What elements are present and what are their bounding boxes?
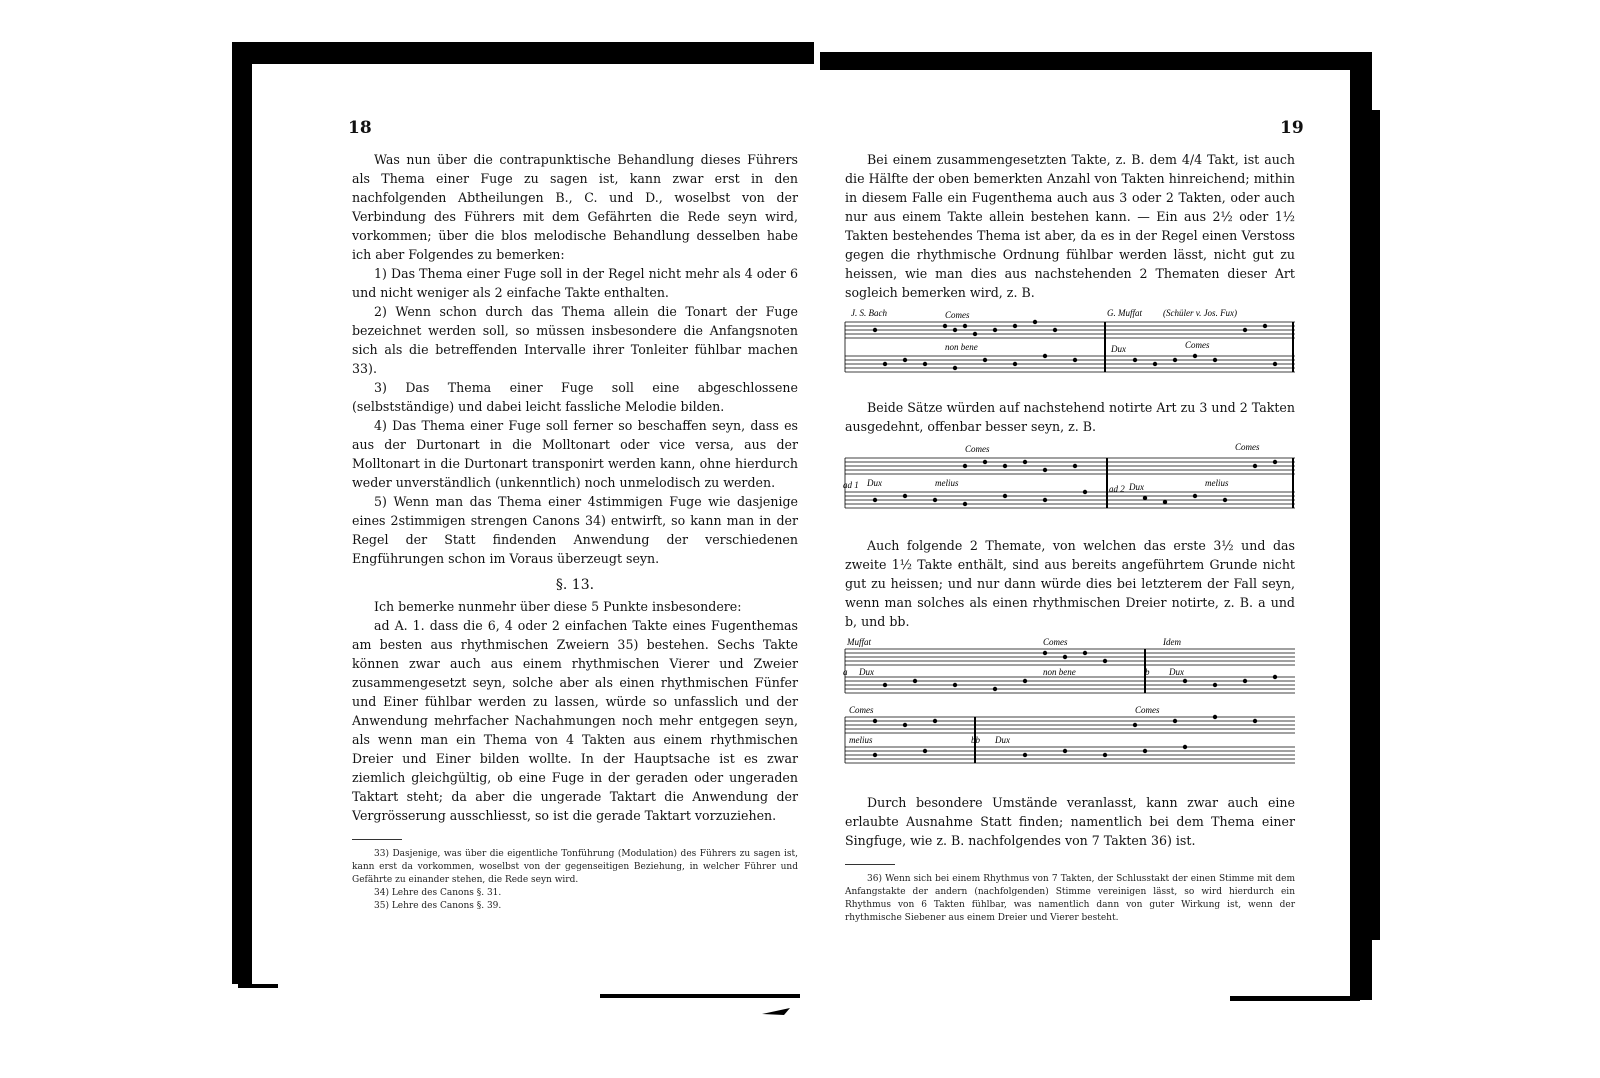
score3-label-a: a (843, 667, 848, 677)
footnotes-right (845, 873, 1295, 925)
scan-border-bottom-right (1230, 996, 1360, 1001)
section-paragraph-2: ad A. 1. dass die 6, 4 oder 2 einfachen Takte eines Fugenthemas am besten aus rhythmischen Zweiern 35) bestehen. Sechs Takte können zwar auch aus einem rhythmischen Vierer und Zweier zusammengesetzt seyn, solche aber als einen rhythmischen Fünfer und Einer fühlbar werden zu lassen, würde so unfasslich und der Anwendung mehrfacher Nachahmungen noch mehr entgegen seyn, als wenn man ein Thema von 4 Takten aus einem rhythmischen Dreier und Einer bilden wollte. In der Hauptsache ist es zwar ziemlich gleichgültig, ob eine Fuge in der geraden oder ungeraden Taktart steht; da aber die ungerade Taktart die Anwendung der Vergrösserung ausschliesst, so ist die gerade Taktart vorzuziehen. (352, 618, 798, 823)
right-paragraph-2: Beide Sätze würden auf nachstehend notirte Art zu 3 und 2 Takten ausgedehnt, offenbar besser seyn, z. B. (845, 400, 1295, 434)
left-paragraph-5: 4) Das Thema einer Fuge soll ferner so beschaffen seyn, dass es aus der Durtonart in die Molltonart oder vice versa, aus der Molltonart in die Durtonart transponirt werden kann, ohne hierdurch weder unverständlich (unkenntlich) noch unmelodisch zu werden. (352, 418, 798, 490)
footnote-35: 35) Lehre des Canons §. 39. (374, 901, 502, 911)
music-score-3 (845, 637, 1295, 785)
footnote-33: 33) Dasjenige, was über die eigentliche Tonführung (Modulation) des Führers zu sagen ist, kann erst da vorkommen, woselbst von der gegenseitigen Beziehung, in welcher Führer und Gefährte zu einander stehen, die Rede seyn wird. (352, 849, 798, 885)
score3-label-bb: bb (971, 735, 980, 745)
page-number-right: 19 (1280, 118, 1304, 138)
score3-label-nonbene: non bene (1043, 667, 1076, 677)
scan-border-top-right (820, 52, 1368, 70)
footnote-rule-right (845, 864, 895, 865)
score2-label-melius: melius (935, 478, 959, 488)
score2-label-ad2: ad 2 (1109, 484, 1125, 494)
right-page (845, 150, 1295, 925)
score3-label-dux: Dux (859, 667, 874, 677)
scan-border-bottom-mid (600, 994, 800, 998)
scan-border-top-left (232, 42, 814, 64)
footnote-rule-left (352, 839, 402, 840)
footnotes-left (352, 848, 798, 913)
left-paragraph-1: Was nun über die contrapunktische Behandlung dieses Führers als Thema einer Fuge zu sagen ist, kann zwar erst in den nachfolgenden Abtheilungen B., C. und D., woselbst von der Verbindung des Führers mit dem Gefährten die Rede seyn wird, vorkommen; über die blos melodische Behandlung desselben habe ich aber Folgendes zu bemerken: (352, 152, 798, 262)
scan-border-bottom-left (238, 984, 278, 988)
score3-label-melius: melius (849, 735, 873, 745)
left-paragraph-3: 2) Wenn schon durch das Thema allein die Tonart der Fuge bezeichnet werden soll, so müssen insbesondere die Anfangsnoten sich als die betreffenden Intervalle ihrer Tonleiter fühlbar machen 33). (352, 304, 798, 376)
score2-label-dux2: Dux (1129, 482, 1144, 492)
left-paragraph-2: 1) Das Thema einer Fuge soll in der Regel nicht mehr als 4 oder 6 und nicht weniger als 2 einfache Takte enthalten. (352, 266, 798, 300)
scan-border-right (1350, 52, 1372, 1000)
score3-label-comes2: Comes (849, 705, 874, 715)
score1-label-comes2: Comes (1185, 340, 1210, 350)
left-page (352, 150, 798, 913)
score3-label-dux2: Dux (1169, 667, 1184, 677)
scan-border-right-inner (1372, 110, 1380, 940)
score3-label-dux3: Dux (995, 735, 1010, 745)
section-heading: §. 13. (555, 577, 595, 593)
score1-label-nonbene: non bene (945, 342, 978, 352)
score3-label-comes3: Comes (1135, 705, 1160, 715)
page-number-left: 18 (348, 118, 372, 138)
scan-border-left (232, 42, 252, 984)
score1-label-muffat: G. Muffat (1107, 308, 1142, 318)
left-paragraph-6: 5) Wenn man das Thema einer 4stimmigen Fuge wie dasjenige eines 2stimmigen strengen Canons 34) entwirft, so kann man in der Regel der Statt findenden Anwendung der verschiedenen Engführungen schon im Voraus überzeugt seyn. (352, 494, 798, 566)
score2-label-melius2: melius (1205, 478, 1229, 488)
right-paragraph-1: Bei einem zusammengesetzten Takte, z. B. dem 4/4 Takt, ist auch die Hälfte der oben bemerkten Anzahl von Takten hinreichend; mithin in diesem Falle ein Fugenthema auch aus 3 oder 2 Takten, oder auch nur aus einem Takte allein bestehen kann. — Ein aus 2½ oder 1½ Takten bestehendes Thema ist aber, da es in der Regel einen Verstoss gegen die rhythmische Ordnung fühlbar werden lässt, nicht gut zu heissen, wie man dies aus nachstehenden 2 Thematen dieser Art sogleich bemerken wird, z. B. (845, 152, 1295, 300)
score2-label-dux: Dux (867, 478, 882, 488)
score3-label-b: b (1145, 667, 1150, 677)
score2-label-comes2: Comes (1235, 442, 1260, 452)
score3-label-idem: Idem (1163, 637, 1181, 647)
footnote-34: 34) Lehre des Canons §. 31. (374, 888, 502, 898)
left-paragraph-4: 3) Das Thema einer Fuge soll eine abgeschlossene (selbstständige) und dabei leicht fassliche Melodie bilden. (352, 380, 798, 414)
score1-label-comes: Comes (945, 310, 970, 320)
score1-label-bach: J. S. Bach (851, 308, 887, 318)
music-score-1 (845, 308, 1295, 390)
score3-label-muffat: Muffat (847, 637, 871, 647)
right-paragraph-4: Durch besondere Umstände veranlasst, kann zwar auch eine erlaubte Ausnahme Statt finden; namentlich bei dem Thema einer Singfuge, wie z. B. nachfolgendes von 7 Takten 36) ist. (845, 795, 1295, 848)
score1-label-dux: Dux (1111, 344, 1126, 354)
footnote-36: 36) Wenn sich bei einem Rhythmus von 7 Takten, der Schlusstakt der einen Stimme mit dem Anfangstakte der andern (nachfolgenden) Stimme vereinigen lässt, so wird hierdurch ein Rhythmus von 6 Takten fühlbar, was namentlich dann von guter Wirkung ist, wenn der rhythmische Siebener aus einem Dreier und Vierer besteht. (845, 874, 1295, 923)
score2-label-comes: Comes (965, 444, 990, 454)
score2-label-ad1: ad 1 (843, 480, 859, 490)
right-paragraph-3: Auch folgende 2 Themate, von welchen das erste 3½ und das zweite 1½ Takte enthält, sind aus bereits angeführtem Grunde nicht gut zu heissen; und nur dann würde dies bei letzterem der Fall seyn, wenn man solches als einen rhythmischen Dreier notirte, z. B. a und b, und bb. (845, 538, 1295, 629)
section-paragraph-1: Ich bemerke nunmehr über diese 5 Punkte insbesondere: (374, 599, 742, 614)
spine-mark (762, 1006, 792, 1016)
score3-label-comes: Comes (1043, 637, 1068, 647)
score1-label-schueler: (Schüler v. Jos. Fux) (1163, 308, 1238, 318)
music-score-2 (845, 442, 1295, 528)
